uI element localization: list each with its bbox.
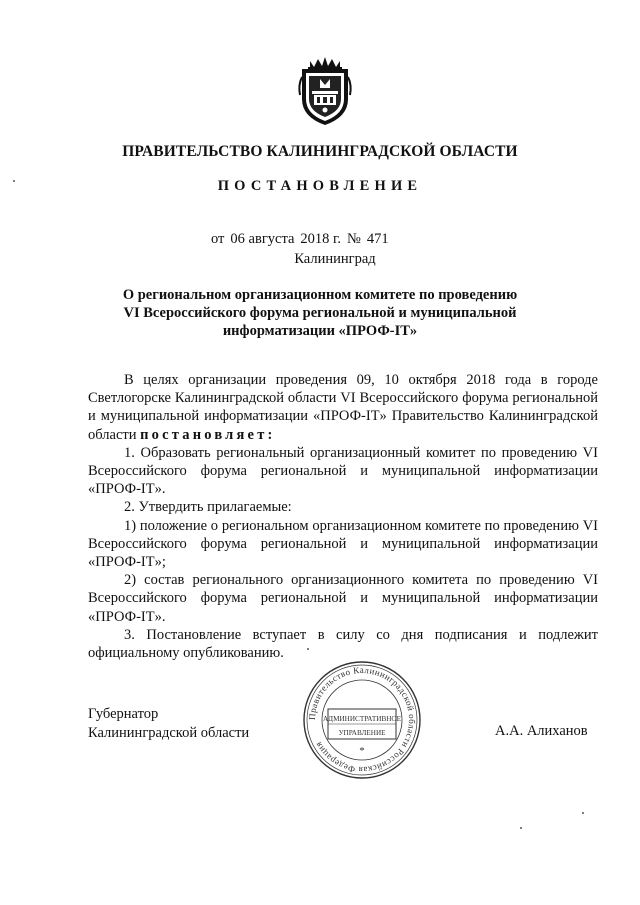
date-number-line [211,231,395,248]
city: Калининград [294,251,376,267]
number-sign: № [346,231,361,247]
seal-center-line: АДМИНИСТРАТИВНОЕ [322,715,402,723]
item-2: 2. Утвердить прилагаемые: [124,499,292,516]
seal-ring-text: Правительство Калининградской области Российская Федерация [306,664,418,776]
intro-paragraph [88,371,598,444]
coat-of-arms-icon [296,55,354,127]
document-type-title: ПОСТАНОВЛЕНИЕ [217,178,423,194]
date-prefix: от [211,231,225,247]
subject-line: VI Всероссийского форума региональной и муниципальной [123,305,517,321]
signatory-name: А.А. Алиханов [495,723,588,739]
signatory-position [88,705,249,742]
date-day-month: 06 августа [230,231,295,247]
document-subject [110,286,530,340]
document-number: 471 [366,231,389,247]
position-line: Калининградской области [88,724,250,741]
scan-speck [307,648,309,650]
official-seal [301,659,423,781]
scan-speck [13,180,15,182]
government-title: ПРАВИТЕЛЬСТВО КАЛИНИНГРАДСКОЙ ОБЛАСТИ [122,143,518,160]
decree-word: постановляет: [140,426,276,443]
subject-line: О региональном организационном комитете по проведению [122,287,518,303]
item-2-1: 1) положение о региональном организационном комитете по проведению VI Всероссийского форума региональной и муниципальной информатизации «ПРОФ-IT»; [88,517,598,571]
item-3: 3. Постановление вступает в силу со дня подписания и подлежит официальному опубликованию. [88,626,598,662]
subject-line: информатизации «ПРОФ-IT» [222,323,418,339]
document-body [88,371,598,662]
date-year: 2018 г. [300,231,341,247]
seal-star: * [359,745,365,757]
scan-speck [582,812,584,814]
item-1: 1. Образовать региональный организационный комитет по проведению VI Всероссийского форума региональной и муниципальной информатизации «ПРОФ-IT». [88,444,598,498]
item-2-2: 2) состав регионального организационного комитета по проведению VI Всероссийского форума региональной и муниципальной информатизации «ПРОФ-IT». [88,572,598,625]
intro-text: В целях организации проведения 09, 10 октября 2018 года в городе Светлогорске Калининградской области VI Всероссийского форума региональной и муниципальной информатизации «ПРОФ-IT» Правительство Калининградской области [88,372,598,443]
scan-speck [520,827,522,829]
position-line: Губернатор [88,706,159,722]
seal-center-line: УПРАВЛЕНИЕ [338,729,386,737]
